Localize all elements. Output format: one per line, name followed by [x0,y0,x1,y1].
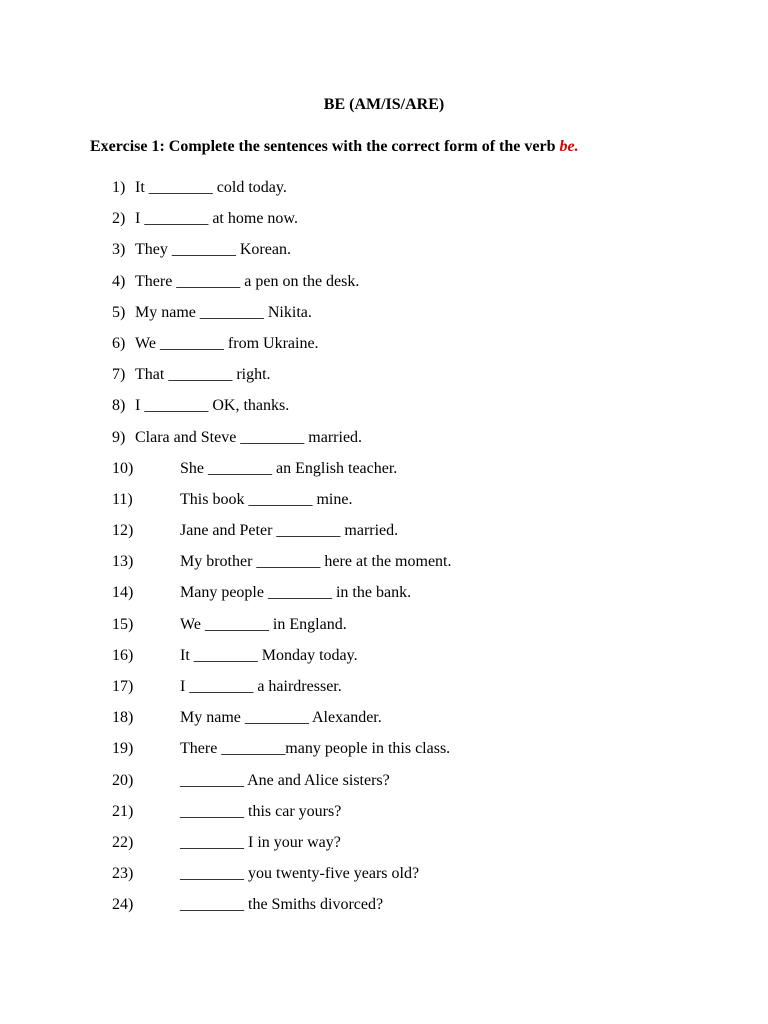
list-item [112,833,341,864]
list-item [112,677,342,708]
item-sentence: Jane and Peter ________ married. [180,522,399,540]
item-sentence: My brother ________ here at the moment. [180,553,452,571]
item-sentence: I ________ at home now. [135,210,298,228]
item-sentence: ________ Ane and Alice sisters? [180,771,390,789]
item-sentence: She ________ an English teacher. [180,459,398,477]
item-sentence: My name ________ Nikita. [135,303,312,321]
page-title: BE (AM/IS/ARE) [323,96,445,113]
list-item [112,490,353,521]
instruction-text: Exercise 1: Complete the sentences with the correct form of the verb [90,138,560,155]
item-number: 18) [112,709,134,727]
item-number: 10) [112,459,134,477]
item-sentence: We ________ from Ukraine. [135,334,319,352]
list-item [112,708,382,739]
item-sentence: We ________ in England. [180,615,347,633]
item-number: 19) [112,740,134,758]
item-sentence: ________ this car yours? [180,802,342,820]
list-item [112,272,360,303]
item-number: 23) [112,865,134,883]
list-item [112,864,420,895]
item-sentence: There ________many people in this class. [180,740,451,758]
item-number: 1) [112,179,126,196]
list-item [112,240,291,271]
item-number: 8) [112,397,126,415]
list-item [112,739,451,770]
item-sentence: ________ you twenty-five years old? [180,865,420,883]
item-number: 17) [112,678,134,695]
item-number: 11) [112,490,133,508]
item-sentence: ________ the Smiths divorced? [180,896,384,914]
item-sentence: It ________ Monday today. [180,646,358,664]
item-number: 16) [112,646,134,664]
item-number: 21) [112,802,134,820]
list-item [112,365,271,396]
list-item [112,303,312,334]
item-number: 5) [112,303,126,321]
item-number: 24) [112,896,134,914]
item-sentence: ________ I in your way? [180,833,341,851]
item-number: 2) [112,210,126,228]
item-number: 22) [112,833,134,851]
list-item [112,895,384,926]
item-number: 3) [112,241,126,259]
item-number: 4) [112,272,126,290]
item-sentence: Clara and Steve ________ married. [135,428,363,446]
item-number: 13) [112,553,134,571]
instruction-verb: be. [559,138,579,155]
exercise-instruction [90,137,579,157]
list-item [112,396,290,427]
list-item [112,771,390,802]
item-sentence: My name ________ Alexander. [180,709,382,727]
item-sentence: It ________ cold today. [135,179,287,196]
exercise-list [112,178,452,927]
item-number: 9) [112,428,126,446]
item-sentence: They ________ Korean. [135,241,291,259]
list-item [112,646,358,677]
item-sentence: This book ________ mine. [180,490,353,508]
item-sentence: That ________ right. [135,366,271,384]
list-item [112,178,287,209]
list-item [112,552,452,583]
list-item [112,459,398,490]
item-number: 15) [112,615,134,633]
list-item [112,334,319,365]
list-item [112,615,347,646]
item-sentence: I ________ OK, thanks. [135,397,290,415]
item-number: 6) [112,334,126,352]
list-item [112,521,399,552]
list-item [112,583,412,614]
item-number: 12) [112,522,134,540]
list-item [112,209,298,240]
item-sentence: Many people ________ in the bank. [180,584,412,602]
item-sentence: I ________ a hairdresser. [180,678,342,695]
item-number: 20) [112,771,134,789]
item-sentence: There ________ a pen on the desk. [135,272,360,290]
item-number: 14) [112,584,134,602]
list-item [112,428,363,459]
item-number: 7) [112,366,126,384]
list-item [112,802,342,833]
